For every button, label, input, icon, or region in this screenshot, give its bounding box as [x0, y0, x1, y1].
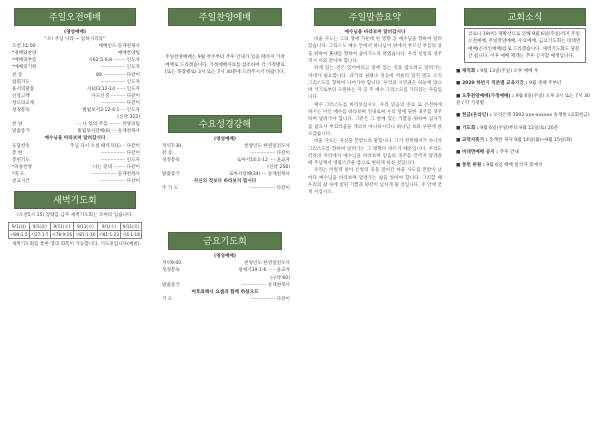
order-item-label: 주 기 도	[162, 186, 179, 192]
news-item	[450, 137, 600, 144]
worship-order-row	[150, 150, 300, 157]
news-item-detail: 9월 13일(주일) 오후 예배 후	[480, 69, 539, 75]
schedule-passage-cell: 시81:1-23	[98, 231, 120, 237]
order-item-label: 성도의교제	[12, 100, 35, 106]
news-item	[450, 162, 600, 169]
worship-order-row	[0, 143, 150, 150]
order-item-label: 저녁9:00	[162, 261, 182, 267]
worship-order-row	[0, 79, 150, 86]
schedule-passage-cell: 시78:9-16	[51, 231, 73, 237]
order-item-label: 신앙고백	[12, 93, 30, 99]
order-item-detail: ················· 송재천목사	[241, 282, 290, 288]
dawn-prayer-header: 새벽기도회	[14, 191, 136, 209]
news-item	[450, 80, 600, 87]
worship-order-row	[150, 260, 300, 267]
sermon-summary-title: 예수님을 바라보며 달려갑시다	[344, 30, 406, 35]
wednesday-subtitle: (영성예배)	[214, 136, 236, 142]
dawn-prayer-schedule-table	[8, 222, 142, 239]
news-item	[450, 149, 600, 156]
worship-order-row	[0, 57, 150, 64]
news-item-detail: 우리은행 1002-xxx-xxxxxx 송재천 (교회헌금)	[493, 113, 590, 119]
friday-order	[150, 260, 300, 288]
column-sunday-morning	[0, 0, 150, 424]
order-item-detail: (구약 60)	[270, 275, 290, 281]
news-item-detail: 9월 셋째 주부터	[528, 81, 562, 87]
order-item-label: 성경봉독	[12, 108, 30, 114]
order-item-detail: 88 ··············· 다같이	[96, 72, 140, 78]
order-item-detail: ················· 다같이	[250, 186, 290, 192]
notice-box-text: 코로나 19(이) 재확산으로 인해 9월 6일(주일)까지 주일오전예배, 주일찬양예배, 수요예배, 금요기도회는 비대면예배(온라인예배)를로 드리겠습니다. 새벽기도회도 당분간 쉽니다. 이후 예배 재개는 추후 공지할 예정입니다.	[468, 32, 581, 59]
order-item-detail: ················· 다같이	[100, 178, 140, 184]
order-item-detail: ··· 나 있의 주를 ········ 찬양의팀	[76, 122, 140, 128]
order-item-detail: ················· 다같이	[100, 150, 140, 156]
order-item-detail: ················· 인도자	[100, 157, 140, 163]
order-item-label: 참회기도	[12, 79, 30, 85]
order-item-detail: (신약 322)	[117, 115, 140, 121]
order-item-label: 친교시간	[12, 178, 30, 184]
order-item-detail: ················· 다같이	[250, 296, 290, 302]
worship-order-row	[0, 43, 150, 50]
order-item-label: 말씀증거	[162, 171, 180, 177]
order-item-label: 찬 송	[12, 72, 23, 78]
order-item-detail: ················· 다같이	[250, 150, 290, 156]
sermon-paragraph: 우리는 이렇게 살아 신앙의 길을 걸어간 바울 사도를 본받아 날마다 예수님을 바라보며 달려가는 삶을 살아야 합니다. 그리할 때 우리의 삶 속에 참된 기쁨과 평강이 넘치게 될 것입니다. 주 안에 굳게 서십시오.	[308, 168, 442, 196]
order-item-detail: ················· 인도자	[100, 65, 140, 71]
worship-order-row	[150, 296, 300, 303]
schedule-passage-cell: 시27:1-7	[30, 231, 49, 237]
schedule-passage-cell: 시89:1-5	[10, 231, 28, 237]
worship-order-row	[150, 267, 300, 274]
order-item-label: *파송찬양	[12, 164, 33, 170]
schedule-date-cell: 9/1(화)	[9, 223, 30, 231]
order-item-detail: 빌립보서3:12-4:1 ··· 인도자	[82, 108, 140, 114]
news-item-title: ■ 비대면예배 공지 :	[456, 150, 500, 156]
order-item-detail: ················· 송재천목사	[91, 171, 140, 177]
dawn-prayer-note: (오전5시 15) 장태를 금주 새벽기도회는 모여라 입습니다.	[17, 213, 133, 219]
order-item-detail: 창세기39:1-6 ····· 윤교자	[238, 268, 290, 274]
worship-order-row	[0, 178, 150, 185]
order-item-label: 오전 11:00	[12, 44, 36, 50]
order-item-detail: 나는 믿네 ········ 다같이	[92, 164, 140, 170]
column-church-news	[450, 0, 600, 424]
news-item-detail: 송재천 목사 9월 14일(월)~9월 15일(화)	[489, 137, 573, 143]
news-item	[450, 112, 600, 119]
order-item-label: 응답찬송	[12, 143, 30, 149]
schedule-date-cell: 9/11(목)	[121, 223, 142, 231]
wednesday-bible-header: 수요성경강해	[168, 115, 282, 133]
worship-order-row	[0, 107, 150, 114]
church-news-notice-box	[464, 28, 586, 63]
dawn-prayer-footnote: · 새벽기도회를 통한 영의 회복이 가능합니다. 기도중입니다(예비).	[8, 242, 142, 248]
worship-order-row	[0, 64, 150, 71]
order-item-detail: ················· 인도자	[100, 79, 140, 85]
order-item-detail: 사103:12-14 ······ 인도자	[86, 86, 140, 92]
church-news-list	[450, 68, 600, 169]
order-item-label: 찬 양	[12, 122, 23, 128]
sunday-praise-notice: 주일찬양예배는 9월 첫주부터 추후 안내가 있을 때까지 가정예배로 드리겠습니다. 가정예배자료를 참조하여 각 가정별로 (또는 목장별로) 3시 또는 7시 30분에 드려주시기 바랍니다.	[164, 55, 286, 75]
order-item-detail: (신약 258)	[267, 164, 290, 170]
news-item	[450, 68, 600, 75]
news-item-title: ■ 헌금(온라인) :	[456, 113, 494, 119]
order-item-detail: 로마서강해(34) ··· 송재천목사	[228, 171, 290, 177]
sunday-morning-sub2: "오! 주님 나라 ~ 임하시리라"	[44, 37, 106, 43]
column-sermon-summary	[300, 0, 450, 424]
sermon-title: 예수님을 바라보며 달려갑시다	[44, 136, 106, 142]
order-item-detail: 예배찬양팀	[117, 51, 140, 57]
order-item-label: 말씀증거	[12, 129, 30, 135]
order-item-detail: 주님 다시 오실 때까지(1) ·· 다같이	[70, 143, 140, 149]
sermon-summary-header: 주일말씀요약	[314, 8, 436, 26]
order-item-label: 말씀증거	[162, 282, 180, 288]
order-item-label: 저녁7:30	[162, 143, 182, 149]
schedule-date-cell: 9/1(수)	[97, 223, 121, 231]
worship-order-row	[0, 171, 150, 178]
sermon-summary-body	[300, 36, 450, 197]
friday-sermon-title: 여호와께서 요셉과 함께 하셨으므	[191, 289, 259, 295]
sermon-paragraph: 뒤에 있는 것은 잊어버리고 앞에 있는 것을 잡으려고 달려가는 자세가 필요합니다. 과거의 실패나 성공에 머물러 있지 말고 오직 그리스도를 향하여 나아가야 합니다. 우리의 시민권은 하늘에 있으며 거기로부터 구원하는 자 곧 주 예수 그리스도를 기다리는 자들입니다.	[308, 66, 442, 101]
sunday-morning-subtitle: (영성예배)	[64, 30, 86, 35]
worship-order-row	[0, 86, 150, 93]
column-worship-schedule	[150, 0, 300, 424]
sermon-paragraph: 바울 사도는 자신을 본받으라 말합니다. 그가 완벽해서가 아니라 그리스도를 향하여 달려가는 그 방향이 바르기 때문입니다. 우리도 각자의 자리에서 예수님을 바라보며 믿음의 경주를 끝까지 달려갈 때 주님께서 영광스러운 몸으로 변하게 하실 것입니다.	[308, 139, 442, 167]
friday-subtitle: (영성예배)	[214, 254, 236, 260]
sermon-paragraph: 바울 사도는 그의 생애 가운데 한 방향 곧 예수님을 향하여 달려갔습니다. 그리스도 예수 안에서 하나님이 위에서 부르신 부름의 상을 위하여 푯대를 향하여 좇아가노라 하였습니다. 우리 신앙의 경주 역시 이와 같아야 합니다.	[308, 37, 442, 64]
news-item	[450, 125, 600, 132]
sunday-morning-header: 주일오전예배	[14, 8, 136, 26]
schedule-date-cell: 9/1(화)	[29, 223, 50, 231]
worship-order-row	[0, 72, 150, 79]
news-item-detail: 9월 6일(주일) 오후 3시 또는 7시 30분 / 각 가정별	[456, 93, 590, 107]
order-item-detail: ················· 다같이	[100, 100, 140, 106]
order-item-detail: 찬양인도·한영일전도사	[244, 143, 290, 149]
order-item-detail: 로마서14:1-12 ···· 윤교자	[236, 157, 290, 163]
church-news-header: 교회소식	[464, 8, 586, 26]
order-item-detail: 사도신경 ·········· 다같이	[91, 93, 140, 99]
news-item-detail: 9월 6일 예배 참석자 중에서	[486, 162, 543, 168]
news-item-title: ■ 교역자휴가 :	[456, 137, 490, 143]
sunday-morning-order	[0, 43, 150, 135]
wednesday-order-2	[150, 185, 300, 192]
order-item-detail: 빌립보서강해(6) ··· 송재천목사	[77, 129, 140, 135]
sunday-praise-header: 주일찬양예배	[168, 8, 282, 26]
worship-order-row	[150, 157, 300, 164]
friday-order-2	[150, 296, 300, 303]
worship-order-row	[0, 50, 150, 57]
worship-order-row	[150, 164, 300, 171]
worship-order-row	[150, 171, 300, 178]
news-item-title: ■ 제직회 :	[456, 69, 481, 75]
wednesday-order	[150, 143, 300, 178]
sermon-paragraph: 예수 그리스도를 바라보십시오. 우리 믿음의 주요 또 온전하게 하시는 이인 예수를 바라보며 인내로써 우리 앞에 당한 경주를 경주하며 달려가야 합니다. 그분은 그 앞에 있는 기쁨을 위하여 십자가를 참으사 부끄러움을 개의치 아니하시더니 하나님 보좌 우편에 앉으셨습니다.	[308, 102, 442, 137]
schedule-date-cell: 9/11(수)	[50, 223, 74, 231]
worship-order-row	[0, 128, 150, 135]
worship-order-row	[0, 114, 150, 121]
worship-order-row	[0, 121, 150, 128]
news-item-detail: 9월 6일(주일)부터 9월 12일(토) 20분	[480, 125, 559, 131]
worship-order-row	[0, 164, 150, 171]
order-item-detail: 시62:5-6,8 ········ 인도자	[88, 58, 140, 64]
order-item-label: *예배의기원	[12, 65, 37, 71]
schedule-passage-cell: 시4:1-18	[122, 231, 140, 237]
order-item-detail: 예배인도·송재천목사	[98, 44, 140, 50]
order-item-detail: 찬양인도·한영일전도사	[244, 261, 290, 267]
order-item-label: *축 도	[12, 171, 25, 177]
news-item-title: ■ 기도회 :	[456, 125, 481, 131]
order-item-label: 봉 헌	[12, 150, 23, 156]
order-item-label: *예배의부름	[12, 58, 37, 64]
worship-order-row	[150, 185, 300, 192]
order-item-label: 용서의말씀	[12, 86, 35, 92]
worship-order-row	[150, 143, 300, 150]
worship-order-row	[0, 100, 150, 107]
news-item-title: ■ 봉헌 위원 :	[456, 162, 487, 168]
schedule-passage-cell: 시81:1-16	[75, 231, 96, 237]
order-item-label: 성경봉독	[162, 157, 180, 163]
worship-order-row	[0, 150, 150, 157]
worship-order-row	[150, 275, 300, 282]
news-item-detail: 추후 안내	[499, 150, 519, 156]
worship-order-row	[0, 93, 150, 100]
worship-order-row	[0, 157, 150, 164]
schedule-date-cell: 9/11(수)	[74, 223, 98, 231]
news-item-title: ■ 오후찬양예배(가정예배) :	[456, 93, 516, 99]
worship-order-row	[150, 282, 300, 289]
order-item-label: 봉헌기도	[12, 157, 30, 163]
order-item-label: 찬 송	[162, 150, 173, 156]
order-item-label: *경배와찬양	[12, 51, 37, 57]
order-item-label: 기 도	[162, 296, 173, 302]
order-item-label: 성경봉독	[162, 268, 180, 274]
sunday-morning-order-2	[0, 143, 150, 186]
news-item-title: ■ 2020 하반기 직분별 교육기간 :	[456, 81, 529, 87]
news-item	[450, 93, 600, 108]
friday-prayer-header: 금요기도회	[168, 232, 282, 250]
wednesday-sermon-title: 자신의 것보다 바라보지 맙시다	[193, 179, 257, 185]
